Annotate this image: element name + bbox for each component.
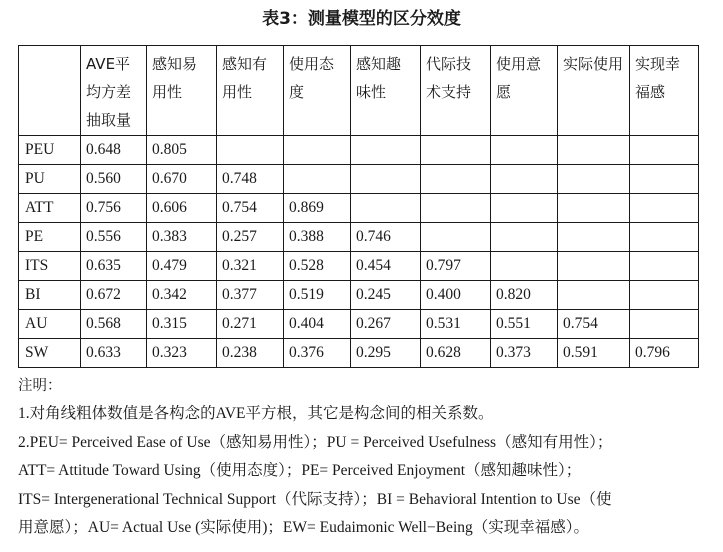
table-cell — [217, 136, 284, 165]
table-cell: 0.756 — [81, 194, 147, 223]
table-cell — [491, 136, 558, 165]
table-cell — [491, 165, 558, 194]
table-cell: 0.321 — [217, 252, 284, 281]
table-cell — [558, 136, 630, 165]
header-cell-bi: 使用意愿 — [491, 46, 558, 136]
table-row — [19, 339, 699, 368]
row-label: PEU — [19, 136, 81, 165]
table-cell — [630, 281, 699, 310]
header-cell-ave: AVE平均方差抽取量 — [81, 46, 147, 136]
table-cell: 0.635 — [81, 252, 147, 281]
table-cell: 0.377 — [217, 281, 284, 310]
table-cell — [558, 252, 630, 281]
table-cell: 0.748 — [217, 165, 284, 194]
table-cell — [491, 194, 558, 223]
table-cell: 0.670 — [147, 165, 217, 194]
note-1: 1.对角线粗体数值是各构念的AVE平方根，其它是构念间的相关系数。 — [18, 405, 494, 423]
table-cell: 0.342 — [147, 281, 217, 310]
table-cell — [284, 165, 351, 194]
table-cell: 0.400 — [421, 281, 491, 310]
row-label: ITS — [19, 252, 81, 281]
table-cell — [491, 252, 558, 281]
table-cell: 0.528 — [284, 252, 351, 281]
table-row — [19, 194, 699, 223]
table-cell: 0.797 — [421, 252, 491, 281]
row-label: ATT — [19, 194, 81, 223]
table-cell: 0.754 — [558, 310, 630, 339]
table-cell: 0.404 — [284, 310, 351, 339]
header-cell-peu: 感知易用性 — [147, 46, 217, 136]
header-cell-pe: 感知趣味性 — [351, 46, 421, 136]
table-cell — [491, 223, 558, 252]
table-cell — [421, 165, 491, 194]
table-cell: 0.267 — [351, 310, 421, 339]
table-cell: 0.454 — [351, 252, 421, 281]
header-cell-its: 代际技术支持 — [421, 46, 491, 136]
table-cell — [630, 310, 699, 339]
table-title: 表3：测量模型的区分效度 — [262, 9, 461, 29]
row-label: PE — [19, 223, 81, 252]
table-cell: 0.295 — [351, 339, 421, 368]
table-cell — [558, 194, 630, 223]
row-label: PU — [19, 165, 81, 194]
table-cell: 0.257 — [217, 223, 284, 252]
table-cell — [421, 194, 491, 223]
table-cell — [421, 136, 491, 165]
note-2-line-2: ATT= Attitude Toward Using（使用态度）；PE= Perceived Enjoyment（感知趣味性）； — [18, 462, 582, 480]
note-2-line-1: 2.PEU= Perceived Ease of Use（感知易用性）；PU = Perceived Usefulness（感知有用性）； — [18, 433, 613, 451]
table-row — [19, 281, 699, 310]
table-notes — [18, 372, 718, 542]
table-cell: 0.633 — [81, 339, 147, 368]
table-cell: 0.820 — [491, 281, 558, 310]
table-header-row — [19, 46, 699, 136]
header-cell-att: 使用态度 — [284, 46, 351, 136]
table-cell: 0.479 — [147, 252, 217, 281]
table-row — [19, 223, 699, 252]
table-cell — [630, 165, 699, 194]
table-cell: 0.672 — [81, 281, 147, 310]
table-cell — [351, 136, 421, 165]
table-cell — [351, 194, 421, 223]
table-cell: 0.591 — [558, 339, 630, 368]
notes-heading: 注明： — [18, 378, 62, 394]
header-cell-au: 实际使用 — [558, 46, 630, 136]
row-label: SW — [19, 339, 81, 368]
table-cell: 0.238 — [217, 339, 284, 368]
table-cell: 0.551 — [491, 310, 558, 339]
table-cell: 0.376 — [284, 339, 351, 368]
table-cell: 0.628 — [421, 339, 491, 368]
table-cell — [630, 194, 699, 223]
table-cell: 0.271 — [217, 310, 284, 339]
table-body — [19, 136, 699, 368]
table-cell: 0.373 — [491, 339, 558, 368]
table-cell — [558, 281, 630, 310]
row-label: AU — [19, 310, 81, 339]
table-row — [19, 310, 699, 339]
table-cell: 0.323 — [147, 339, 217, 368]
header-cell-pu: 感知有用性 — [217, 46, 284, 136]
table-row — [19, 136, 699, 165]
table-cell — [558, 223, 630, 252]
header-cell-sw: 实现幸福感 — [630, 46, 699, 136]
row-label: BI — [19, 281, 81, 310]
table-cell: 0.383 — [147, 223, 217, 252]
table-cell: 0.315 — [147, 310, 217, 339]
table-cell: 0.519 — [284, 281, 351, 310]
header-cell-corner — [19, 46, 81, 136]
table-cell: 0.245 — [351, 281, 421, 310]
table-row — [19, 252, 699, 281]
table-cell: 0.869 — [284, 194, 351, 223]
table-row — [19, 165, 699, 194]
table-cell: 0.754 — [217, 194, 284, 223]
table-cell — [630, 136, 699, 165]
table-cell: 0.560 — [81, 165, 147, 194]
table-cell — [284, 136, 351, 165]
table-cell: 0.388 — [284, 223, 351, 252]
table-cell — [630, 252, 699, 281]
table-cell — [558, 165, 630, 194]
table-cell: 0.796 — [630, 339, 699, 368]
table-cell: 0.568 — [81, 310, 147, 339]
table-cell: 0.606 — [147, 194, 217, 223]
table-cell: 0.648 — [81, 136, 147, 165]
note-2-line-3: ITS= Intergenerational Technical Support（代际支持）；BI = Behavioral Intention to Use（使 — [18, 490, 612, 508]
table-cell: 0.746 — [351, 223, 421, 252]
table-cell — [421, 223, 491, 252]
note-2-line-4: 用意愿）；AU= Actual Use (实际使用)；EW= Eudaimonic Well−Being（实现幸福感）。 — [18, 519, 589, 537]
table-cell — [351, 165, 421, 194]
discriminant-validity-table — [18, 45, 699, 368]
table-cell: 0.556 — [81, 223, 147, 252]
table-cell — [630, 223, 699, 252]
table-cell: 0.531 — [421, 310, 491, 339]
table-cell: 0.805 — [147, 136, 217, 165]
